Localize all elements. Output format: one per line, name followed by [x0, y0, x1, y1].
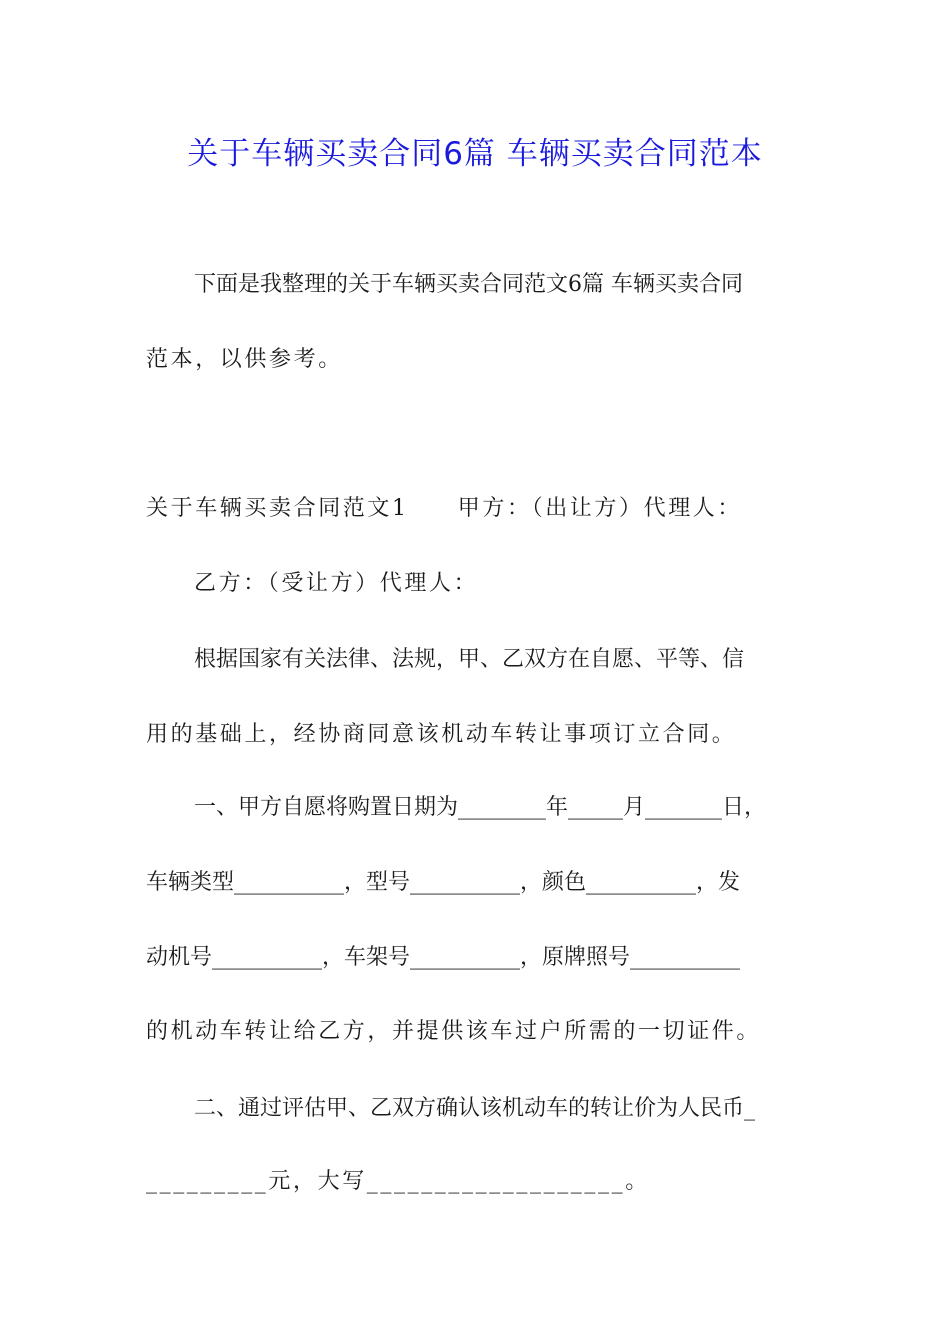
party-b-line: 乙方：（受让方）代理人： [194, 571, 479, 596]
section-heading-line: 关于车辆买卖合同范文1 甲方：（出让方）代理人： [146, 496, 742, 521]
intro-line-1: 下面是我整理的关于车辆买卖合同范文6篇 车辆买卖合同 [194, 272, 743, 297]
clause-2-line: _________元，大写___________________。 [146, 1169, 650, 1194]
intro-line-2: 范本，以供参考。 [146, 347, 343, 372]
clause-1-line: 车辆类型__________，型号__________，颜色__________，发 [146, 870, 741, 895]
paragraph-line: 根据国家有关法律、法规，甲、乙双方在自愿、平等、信 [194, 647, 745, 672]
clause-1-line: 的机动车转让给乙方，并提供该车过户所需的一切证件。 [146, 1019, 762, 1044]
clause-2-line: 二、通过评估甲、乙双方确认该机动车的转让价为人民币_ [194, 1096, 756, 1121]
document-title: 关于车辆买卖合同6篇 车辆买卖合同范本 [187, 136, 763, 172]
clause-1-line: 一、甲方自愿将购置日期为________年_____月_______日， [194, 795, 767, 820]
paragraph-line: 用的基础上，经协商同意该机动车转让事项订立合同。 [146, 722, 737, 747]
clause-1-line: 动机号__________，车架号__________，原牌照号__________ [146, 945, 741, 970]
